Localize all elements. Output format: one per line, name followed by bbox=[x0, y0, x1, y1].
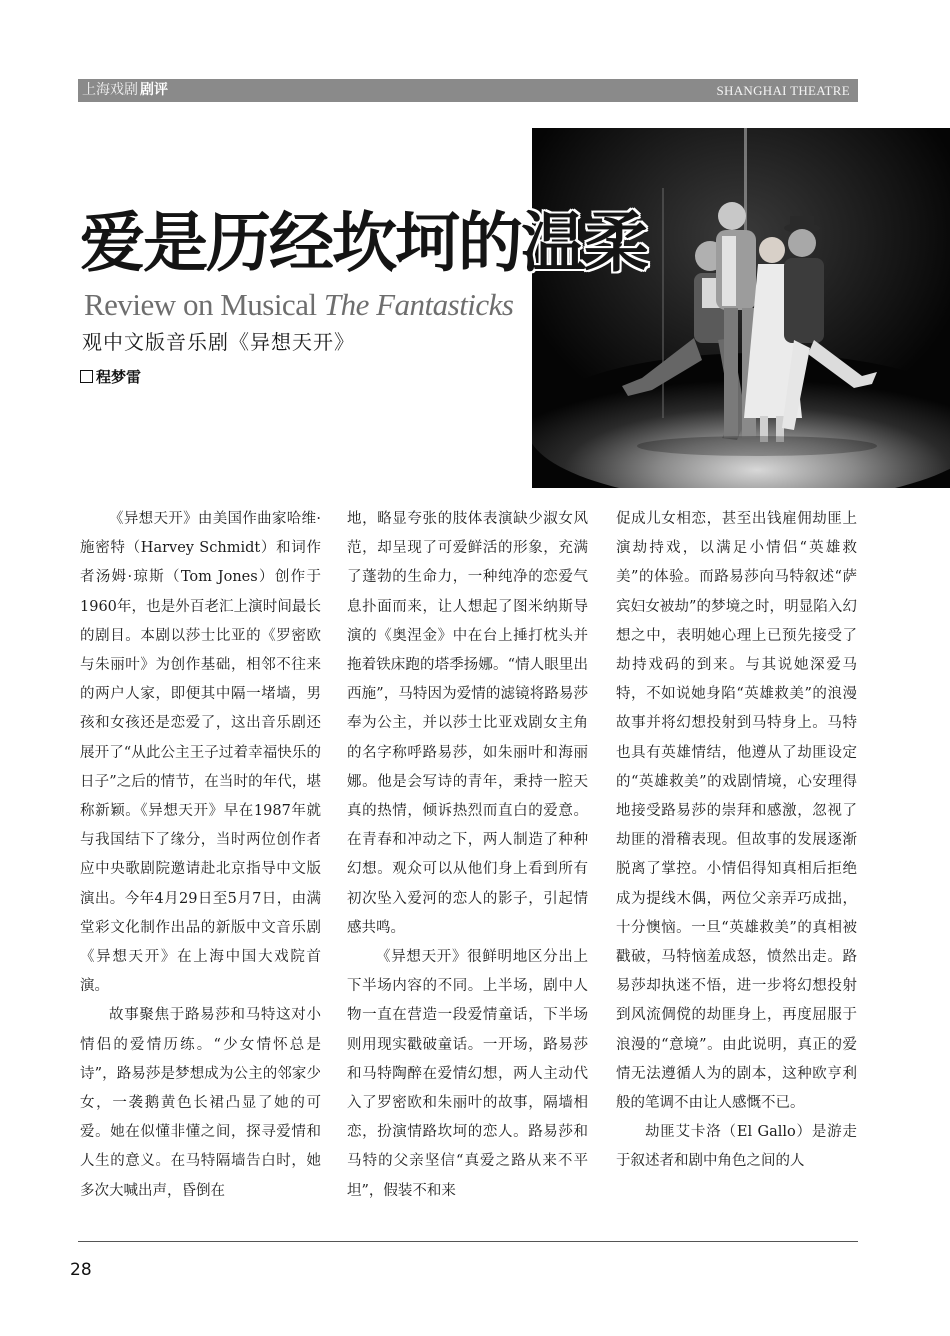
body-column-1 bbox=[80, 505, 321, 1206]
page-number: 28 bbox=[70, 1260, 92, 1280]
paragraph: 地，略显夸张的肢体表演缺少淑女风范，却呈现了可爱鲜活的形象，充满了蓬勃的生命力，一种纯净的恋爱气息扑面而来，让人想起了图米纳斯导演的《奥涅金》中在台上捶打枕头并拖着铁床跑的塔季扬娜。“情人眼里出西施”，马特因为爱情的滤镜将路易莎奉为公主，并以莎士比亚戏剧女主角的名字称呼路易莎，如朱丽叶和海丽娜。他是会写诗的青年，秉持一腔天真的热情，倾诉热烈而直白的爱意。在青春和冲动之下，两人制造了种种幻想。观众可以从他们身上看到所有初次坠入爱河的恋人的影子，引起情感共鸣。 bbox=[347, 511, 588, 936]
stage-photo bbox=[532, 128, 950, 488]
subtitle-english bbox=[84, 286, 514, 324]
body-column-2 bbox=[347, 505, 588, 1206]
subtitle-english-italic: The Fantasticks bbox=[323, 287, 514, 322]
header-left bbox=[82, 82, 168, 99]
author-byline bbox=[80, 367, 141, 387]
paragraph: 《异想天开》很鲜明地区分出上下半场内容的不同。上半场，剧中人物一直在营造一段爱情童话，下半场则用现实戳破童话。一开场，路易莎和马特陶醉在爱情幻想，两人主动代入了罗密欧和朱丽叶的故事，隔墙相恋，扮演情路坎坷的恋人。路易莎和马特的父亲坚信“真爱之路从来不平坦”，假装不和来 bbox=[347, 949, 588, 1199]
paragraph: 促成儿女相恋，甚至出钱雇佣劫匪上演劫持戏，以满足小情侣“英雄救美”的体验。而路易莎向马特叙述“萨宾妇女被劫”的梦境之时，明显陷入幻想之中，表明她心理上已预先接受了劫持戏码的到来。与其说她深爱马特，不如说她身陷“英雄救美”的浪漫故事并将幻想投射到马特身上。马特也具有英雄情结，他遵从了劫匪设定的“英雄救美”的戏剧情境，心安理得地接受路易莎的崇拜和感激，忽视了劫匪的滑稽表现。但故事的发展逐渐脱离了掌控。小情侣得知真相后拒绝成为提线木偶，两位父亲弄巧成拙，十分懊恼。一旦“英雄救美”的真相被戳破，马特恼羞成怒，愤然出走。路易莎却执迷不悟，进一步将幻想投射到风流倜傥的劫匪身上，再度屈服于浪漫的“意境”。由此说明，真正的爱情无法遵循人为的剧本，这种欧亨利般的笔调不由让人感慨不已。 bbox=[616, 511, 857, 1112]
author-name: 程梦雷 bbox=[96, 368, 142, 386]
subtitle-english-prefix: Review on Musical bbox=[84, 287, 324, 322]
stage-photo-illustration bbox=[532, 128, 950, 488]
section-name: 剧评 bbox=[140, 82, 168, 98]
footer-rule bbox=[78, 1241, 858, 1242]
subtitle-chinese: 观中文版音乐剧《异想天开》 bbox=[82, 330, 355, 354]
header-bar bbox=[78, 79, 858, 102]
magazine-name: 上海戏剧 bbox=[82, 82, 138, 98]
paragraph: 劫匪艾卡洛（El Gallo）是游走于叙述者和剧中角色之间的人 bbox=[616, 1124, 857, 1170]
body-column-3 bbox=[616, 505, 857, 1177]
paragraph: 故事聚焦于路易莎和马特这对小情侣的爱情历练。“少女情怀总是诗”，路易莎是梦想成为公主的邻家少女，一袭鹅黄色长裙凸显了她的可爱。她在似懂非懂之间，探寻爱情和人生的意义。在马特隔墙告白时，她多次大喊出声，昏倒在 bbox=[80, 1007, 321, 1199]
author-box-icon bbox=[80, 370, 93, 383]
magazine-english-name: SHANGHAI THEATRE bbox=[716, 83, 850, 98]
article-title: 爱是历经坎坷的温柔 bbox=[80, 205, 648, 281]
paragraph: 《异想天开》由美国作曲家哈维·施密特（Harvey Schmidt）和词作者汤姆·琼斯（Tom Jones）创作于1960年，也是外百老汇上演时间最长的剧目。本剧以莎士比亚的《罗密欧与朱丽叶》为创作基础，相邻不往来的两户人家，即便其中隔一堵墙，男孩和女孩还是恋爱了，这出音乐剧还展开了“从此公主王子过着幸福快乐的日子”之后的情节，在当时的年代，堪称新颖。《异想天开》早在1987年就与我国结下了缘分，当时两位创作者应中央歌剧院邀请赴北京指导中文版演出。今年4月29日至5月7日，由满堂彩文化制作出品的新版中文音乐剧《异想天开》在上海中国大戏院首演。 bbox=[80, 511, 321, 995]
